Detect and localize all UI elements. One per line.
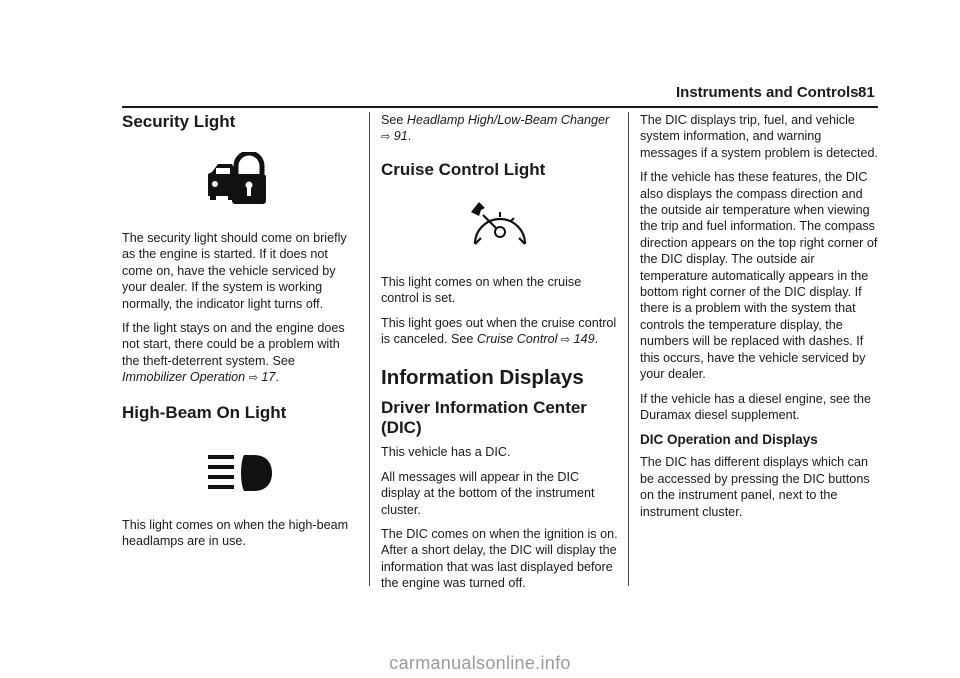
information-displays-heading: Information Displays	[381, 366, 584, 390]
high-beam-icon	[208, 453, 360, 493]
column-divider-1	[369, 112, 370, 586]
column-3	[640, 112, 878, 528]
page-reference[interactable]: 91	[393, 129, 408, 144]
immobilizer-reference-link[interactable]: Immobilizer Operation	[122, 370, 246, 385]
headlamp-see-paragraph: See Headlamp High/Low-Beam Changer ⇨ 91.	[381, 113, 610, 144]
security-light-icon	[206, 152, 360, 208]
page-arrow-icon: ⇨	[248, 372, 258, 385]
cruise-control-paragraph-2: This light goes out when the cruise control is canceled. See Cruise Control ⇨ 149.	[381, 315, 617, 347]
dic-info-paragraph-3: If the vehicle has a diesel engine, see the Duramax diesel supplement.	[640, 391, 872, 422]
dic-paragraph-3: The DIC comes on when the ignition is on. After a short delay, the DIC will display the information that was last displayed before the engine was turned off.	[381, 527, 618, 591]
page-arrow-icon: ⇨	[381, 131, 391, 144]
cruise-control-heading: Cruise Control Light	[381, 159, 546, 179]
footer-watermark: carmanualsonline.info	[389, 653, 571, 673]
security-light-paragraph-2: If the light stays on and the engine does not start, there could be a problem with the theft-deterrent system. See Immobilizer Operation ⇨ 17.	[122, 321, 345, 385]
cruise-control-icon	[467, 200, 619, 250]
high-beam-paragraph: This light comes on when the high-beam headlamps are in use.	[122, 517, 349, 549]
headlamp-reference-link[interactable]: Headlamp High/Low-Beam Changer	[406, 113, 610, 127]
security-light-heading: Security Light	[122, 112, 236, 131]
cruise-control-reference-link[interactable]: Cruise Control	[476, 332, 558, 347]
high-beam-heading: High-Beam On Light	[122, 402, 287, 422]
page-number: 81	[858, 84, 875, 101]
cruise-control-paragraph-1: This light comes on when the cruise control is set.	[381, 274, 582, 306]
security-light-paragraph-1: The security light should come on briefly as the engine is started. If it does not come on, have the vehicle serviced by your dealer. If the system is working normally, the indicator light turns off.	[122, 231, 347, 311]
dic-info-paragraph-4: The DIC has different displays which can be accessed by pressing the DIC buttons on the instrument panel, next to the instrument cluster.	[640, 455, 870, 519]
header-section-title: Instruments and Controls	[676, 84, 859, 101]
dic-paragraph-2: All messages will appear in the DIC display at the bottom of the instrument cluster.	[381, 469, 595, 517]
column-2	[381, 112, 619, 600]
dic-paragraph-1: This vehicle has a DIC.	[381, 445, 511, 460]
dic-info-paragraph-1: The DIC displays trip, fuel, and vehicle system information, and warning messages if a system problem is detected.	[640, 113, 878, 160]
dic-info-paragraph-2: If the vehicle has these features, the DIC also displays the compass direction and the outside air temperature when viewing the trip and fuel information. The compass direction appears on the top right corner of the DIC display. The outside air temperature automatically appears in the bottom right corner of the DIC display. If there is a problem with the system that controls the temperature display, the numbers will be replaced with dashes. If this occurs, have the vehicle serviced by your dealer.	[640, 170, 878, 382]
header-rule	[122, 106, 878, 108]
column-1	[122, 112, 360, 557]
dic-operation-heading: DIC Operation and Displays	[640, 432, 818, 448]
dic-heading: Driver Information Center (DIC)	[381, 398, 587, 438]
column-divider-2	[628, 112, 629, 586]
page-reference[interactable]: 149	[573, 332, 595, 347]
page-reference[interactable]: 17	[261, 370, 276, 385]
page-arrow-icon: ⇨	[560, 334, 571, 347]
